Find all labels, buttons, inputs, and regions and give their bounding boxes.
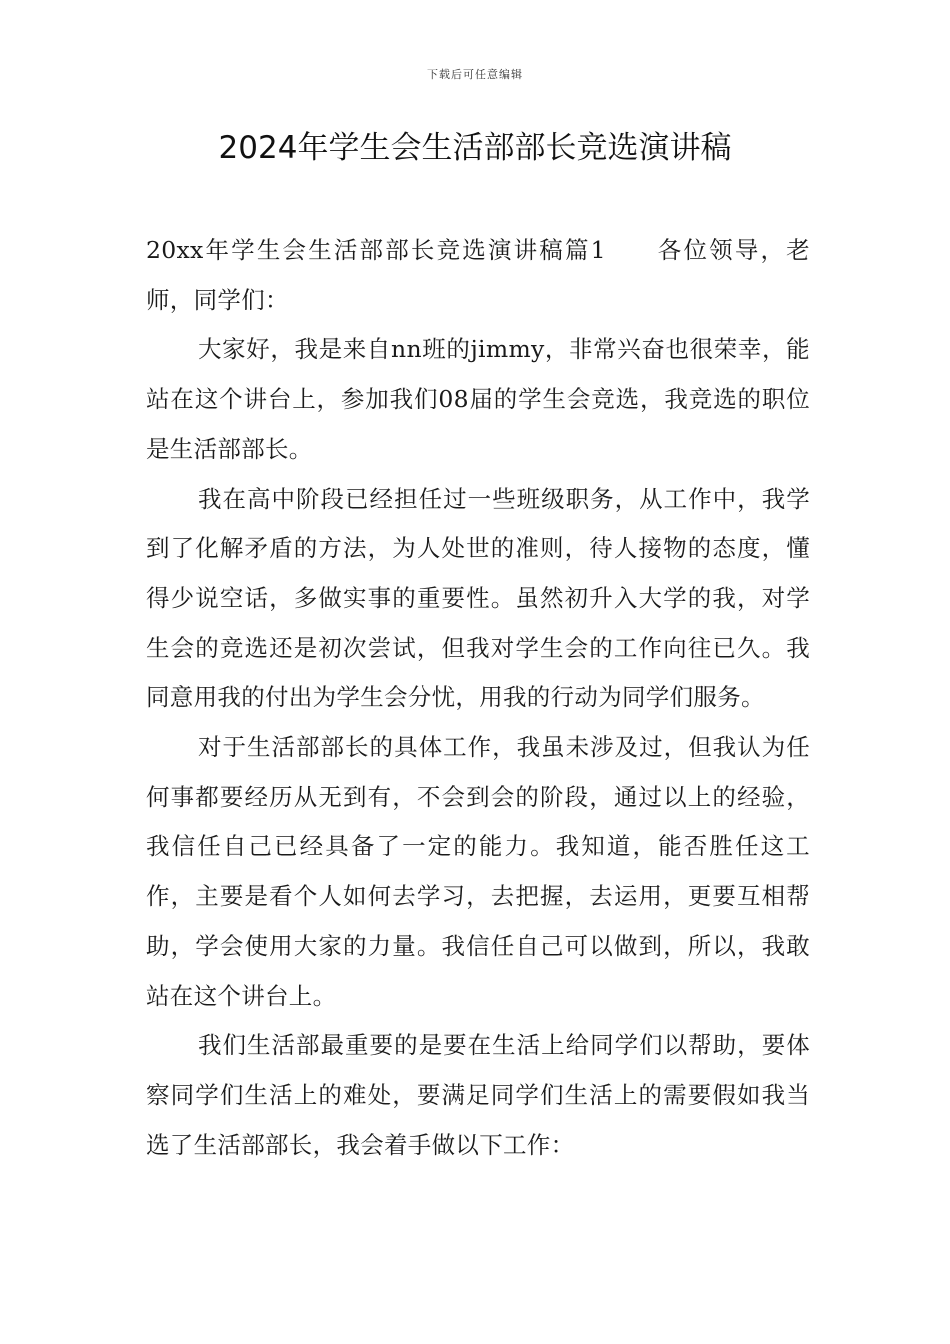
paragraph: 我在高中阶段已经担任过一些班级职务，从工作中，我学到了化解矛盾的方法，为人处世的准则，待人接物的态度，懂得少说空话，多做实事的重要性。虽然初升入大学的我，对学生会的竞选还是初次尝试，但我对学生会的工作向往已久。我同意用我的付出为学生会分忧，用我的行动为同学们服务。	[146, 484, 810, 712]
paragraph: 对于生活部部长的具体工作，我虽未涉及过，但我认为任何事都要经历从无到有，不会到会的阶段，通过以上的经验，我信任自己已经具备了一定的能力。我知道，能否胜任这工作，主要是看个人如何去学习，去把握，去运用，更要互相帮助，学会使用大家的力量。我信任自己可以做到，所以，我敢站在这个讲台上。	[146, 733, 810, 1010]
header-note: 下载后可任意编辑	[427, 68, 523, 81]
document-body	[146, 226, 810, 1170]
salutation: 各位领导，老师，同学们：	[146, 236, 810, 314]
paragraph: 我们生活部最重要的是要在生活上给同学们以帮助，要体察同学们生活上的难处，要满足同学们生活上的需要假如我当选了生活部部长，我会着手做以下工作：	[146, 1031, 810, 1159]
intro-heading: 20xx年学生会生活部部长竞选演讲稿篇1	[146, 236, 606, 264]
intro-paragraph	[146, 226, 810, 325]
paragraph: 大家好，我是来自nn班的jimmy，非常兴奋也很荣幸，能站在这个讲台上，参加我们08届的学生会竞选，我竞选的职位是生活部部长。	[146, 335, 810, 463]
document-title: 2024年学生会生活部部长竞选演讲稿	[218, 130, 732, 166]
